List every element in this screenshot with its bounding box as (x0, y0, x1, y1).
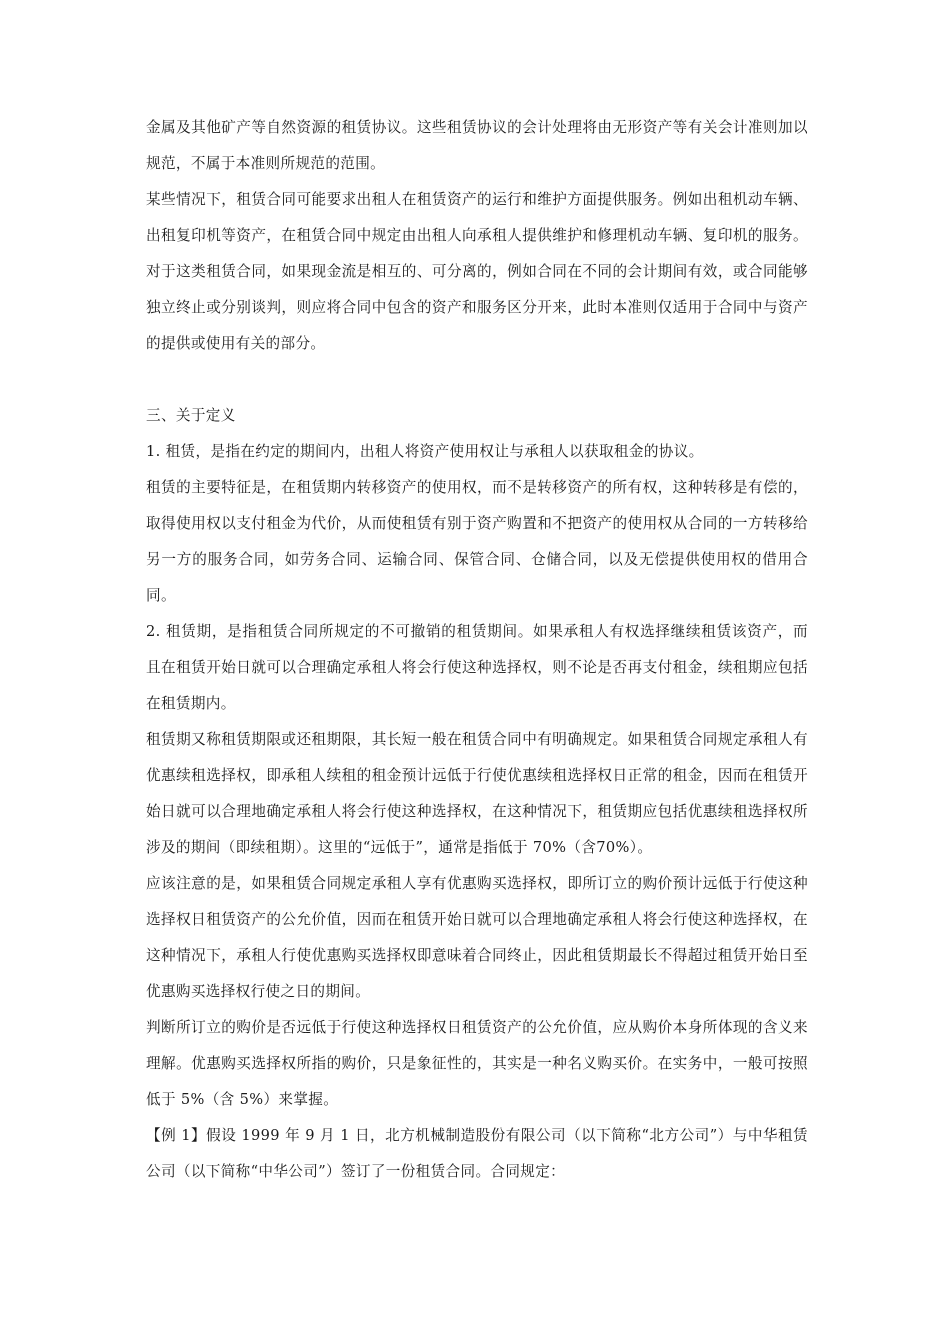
paragraph-lease-term-renewal: 租赁期又称租赁期限或还租期限，其长短一般在租赁合同中有明确规定。如果租赁合同规定承租人有优惠续租选择权，即承租人续租的租金预计远低于行使优惠续租选择权日正常的租金，因而在租赁开始日就可以合理地确定承租人将会行使这种选择权，在这种情况下，租赁期应包括优惠续租选择权所涉及的期间（即续租期）。这里的“远低于”，通常是指低于 70%（含70%）。 (146, 731, 808, 856)
paragraph-purchase-price: 判断所订立的购价是否远低于行使这种选择权日租赁资产的公允价值，应从购价本身所体现的含义来理解。优惠购买选择权所指的购价，只是象征性的，其实是一种名义购买价。在实务中，一般可按照低于 5%（含 5%）来掌握。 (146, 1019, 808, 1108)
paragraph-natural-resources: 金属及其他矿产等自然资源的租赁协议。这些租赁协议的会计处理将由无形资产等有关会计准则加以规范，不属于本准则所规范的范围。 (146, 119, 808, 172)
paragraph-maintenance-services: 某些情况下，租赁合同可能要求出租人在租赁资产的运行和维护方面提供服务。例如出租机动车辆、出租复印机等资产，在租赁合同中规定由出租人向承租人提供维护和修理机动车辆、复印机的服务。对于这类租赁合同，如果现金流是相互的、可分离的，例如合同在不同的会计期间有效，或合同能够独立终止或分别谈判，则应将合同中包含的资产和服务区分开来，此时本准则仅适用于合同中与资产的提供或使用有关的部分。 (146, 191, 808, 352)
document-page (146, 110, 808, 1190)
paragraph-purchase-option: 应该注意的是，如果租赁合同规定承租人享有优惠购买选择权，即所订立的购价预计远低于行使这种选择权日租赁资产的公允价值，因而在租赁开始日就可以合理地确定承租人将会行使这种选择权，在这种情况下，承租人行使优惠购买选择权即意味着合同终止，因此租赁期最长不得超过租赁开始日至优惠购买选择权行使之日的期间。 (146, 875, 808, 1000)
section-gap (146, 362, 808, 398)
paragraph-lease-features: 租赁的主要特征是，在租赁期内转移资产的使用权，而不是转移资产的所有权，这种转移是有偿的，取得使用权以支付租金为代价，从而使租赁有别于资产购置和不把资产的使用权从合同的一方转移给另一方的服务合同，如劳务合同、运输合同、保管合同、仓储合同，以及无偿提供使用权的借用合同。 (146, 479, 808, 604)
paragraph-example-1: 【例 1】假设 1999 年 9 月 1 日，北方机械制造股份有限公司（以下简称“北方公司”）与中华租赁公司（以下简称“中华公司”）签订了一份租赁合同。合同规定： (146, 1127, 808, 1180)
section-heading-definitions: 三、关于定义 (146, 407, 236, 424)
paragraph-lease-definition: 1. 租赁，是指在约定的期间内，出租人将资产使用权让与承租人以获取租金的协议。 (146, 443, 704, 460)
paragraph-lease-term-definition: 2. 租赁期，是指租赁合同所规定的不可撤销的租赁期间。如果承租人有权选择继续租赁该资产，而且在租赁开始日就可以合理确定承租人将会行使这种选择权，则不论是否再支付租金，续租期应包括在租赁期内。 (146, 623, 808, 712)
